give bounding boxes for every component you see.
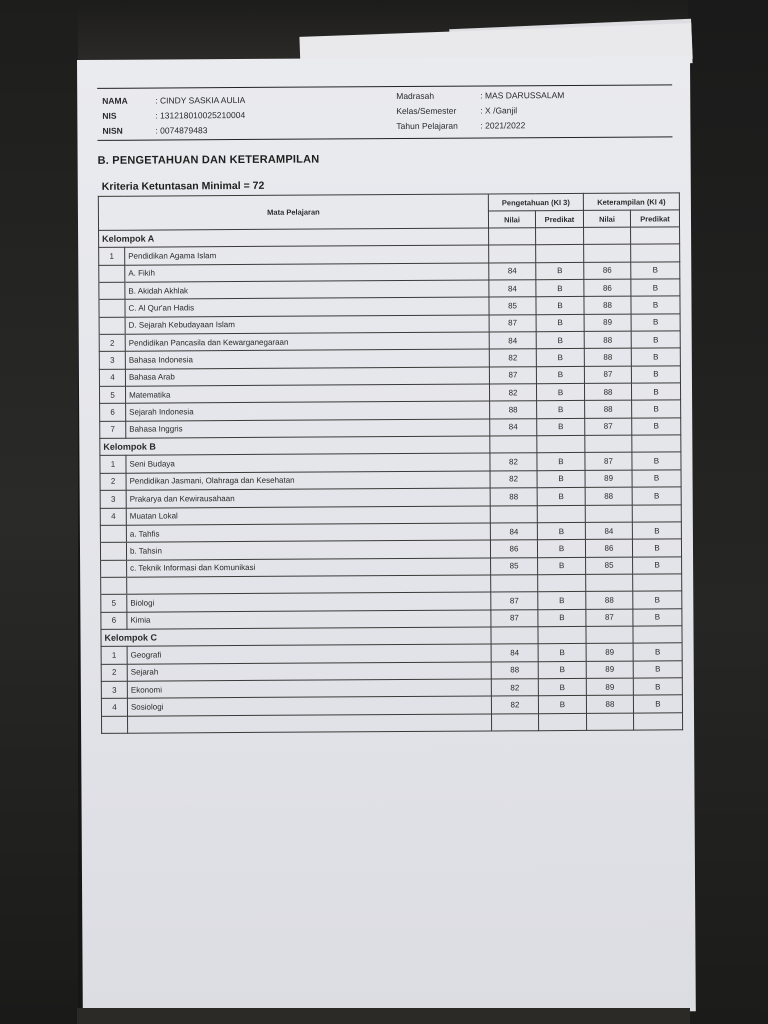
row-number: 2 <box>99 334 125 352</box>
predikat-ki4: B <box>633 591 682 609</box>
nilai-ki3: 87 <box>489 366 536 384</box>
nilai-ki4: 88 <box>584 331 631 349</box>
nilai-ki4: 87 <box>585 418 632 436</box>
subject-name: a. Tahfis <box>126 523 490 543</box>
predikat-ki4 <box>633 712 682 730</box>
header-mata-pelajaran: Mata Pelajaran <box>98 194 488 230</box>
nisn-label: NISN <box>102 125 123 136</box>
row-number: 4 <box>101 698 127 716</box>
kelas-value: : X /Ganjil <box>480 105 518 116</box>
nilai-ki4: 88 <box>584 349 631 367</box>
predikat-ki3: B <box>537 418 585 436</box>
predikat-ki3: B <box>536 383 584 401</box>
subject-name: Sejarah <box>127 662 491 682</box>
subject-name: Seni Budaya <box>126 453 490 473</box>
predikat-ki4: B <box>633 608 682 626</box>
predikat-ki4 <box>632 504 681 522</box>
subject-name: Sosiologi <box>127 696 491 716</box>
empty-cell <box>633 626 682 644</box>
predikat-ki4: B <box>631 296 680 314</box>
nilai-ki3: 82 <box>491 679 538 697</box>
nilai-ki4 <box>585 505 632 523</box>
row-number <box>100 542 126 560</box>
nilai-ki3: 84 <box>489 262 536 280</box>
row-number: 2 <box>101 664 127 682</box>
subject-name: Bahasa Arab <box>125 367 489 387</box>
predikat-ki4: B <box>631 331 680 349</box>
nama-label: NAMA <box>102 95 128 106</box>
header-bottom-rule <box>97 136 672 141</box>
predikat-ki4: B <box>633 643 682 661</box>
nilai-ki4: 87 <box>584 366 631 384</box>
subject-name: Ekonomi <box>127 679 491 699</box>
predikat-ki4: B <box>631 366 680 384</box>
row-number <box>99 300 125 318</box>
subject-name: Sejarah Indonesia <box>126 401 490 421</box>
nilai-ki3: 82 <box>490 453 537 471</box>
nilai-ki4: 89 <box>586 661 633 679</box>
madrasah-value: : MAS DARUSSALAM <box>480 90 565 101</box>
subject-name: b. Tahsin <box>126 540 490 560</box>
grades-table <box>98 192 683 734</box>
predikat-ki3: B <box>537 401 585 419</box>
nilai-ki3 <box>491 575 538 593</box>
nilai-ki4: 88 <box>584 296 631 314</box>
subject-name: A. Fikih <box>125 263 489 283</box>
nilai-ki4: 89 <box>586 678 633 696</box>
table-row <box>102 712 683 733</box>
section-title: B. PENGETAHUAN DAN KETERAMPILAN <box>97 153 320 167</box>
nilai-ki4: 87 <box>586 609 633 627</box>
nilai-ki4 <box>584 244 631 262</box>
nisn-value: : 0074879483 <box>155 125 208 136</box>
report-card-page <box>77 56 696 1015</box>
nilai-ki3: 87 <box>491 609 538 627</box>
predikat-ki3: B <box>538 609 586 627</box>
row-number: 5 <box>99 386 125 404</box>
predikat-ki3: B <box>538 557 586 575</box>
nilai-ki4: 89 <box>586 643 633 661</box>
nilai-ki4: 89 <box>584 314 631 332</box>
nilai-ki4: 89 <box>585 470 632 488</box>
nis-label: NIS <box>102 110 117 121</box>
predikat-ki4: B <box>633 678 682 696</box>
header-nilai-ki4: Nilai <box>583 210 630 227</box>
header-nilai-ki3: Nilai <box>488 211 535 228</box>
row-number: 4 <box>99 369 125 387</box>
predikat-ki3 <box>538 574 586 592</box>
empty-cell <box>632 435 681 453</box>
row-number: 3 <box>101 681 127 699</box>
subject-name: Matematika <box>125 384 489 404</box>
group-name: Kelompok A <box>99 228 489 248</box>
predikat-ki4: B <box>632 539 681 557</box>
nilai-ki4: 86 <box>584 279 631 297</box>
row-number: 5 <box>101 594 127 612</box>
nilai-ki4: 88 <box>586 695 633 713</box>
row-number: 1 <box>100 456 126 474</box>
predikat-ki4: B <box>633 556 682 574</box>
predikat-ki4: B <box>632 452 681 470</box>
subject-name: Kimia <box>127 610 491 630</box>
nis-value: : 131218010025210004 <box>155 109 246 121</box>
predikat-ki3 <box>537 505 585 523</box>
predikat-ki4: B <box>631 262 680 280</box>
row-number: 1 <box>101 646 127 664</box>
nilai-ki4: 88 <box>586 591 633 609</box>
empty-cell <box>585 435 632 453</box>
empty-cell <box>584 227 631 245</box>
nilai-ki3: 87 <box>491 592 538 610</box>
predikat-ki3: B <box>536 349 584 367</box>
predikat-ki3: B <box>538 696 586 714</box>
predikat-ki4: B <box>632 418 681 436</box>
row-number: 6 <box>100 404 126 422</box>
row-number: 3 <box>100 490 126 508</box>
group-name: Kelompok B <box>100 436 490 456</box>
photo-background-left <box>0 0 78 1024</box>
predikat-ki3 <box>536 245 584 263</box>
nilai-ki3 <box>492 713 539 731</box>
predikat-ki3: B <box>538 661 586 679</box>
predikat-ki3: B <box>536 314 584 332</box>
kelas-label: Kelas/Semester <box>396 105 457 117</box>
empty-cell <box>536 227 584 245</box>
row-number <box>102 716 128 734</box>
row-number: 2 <box>100 473 126 491</box>
madrasah-label: Madrasah <box>396 90 435 102</box>
predikat-ki3: B <box>536 297 584 315</box>
grades-table-body <box>99 227 683 734</box>
nilai-ki3 <box>490 505 537 523</box>
subject-name: Geografi <box>127 644 491 664</box>
nilai-ki4: 84 <box>585 522 632 540</box>
predikat-ki3: B <box>536 262 584 280</box>
nilai-ki3: 82 <box>491 696 538 714</box>
nilai-ki4: 88 <box>585 401 632 419</box>
nilai-ki3: 84 <box>490 523 537 541</box>
row-number: 6 <box>101 612 127 630</box>
nilai-ki3: 88 <box>491 661 538 679</box>
subject-name <box>128 714 492 734</box>
predikat-ki4: B <box>631 314 680 332</box>
predikat-ki4 <box>631 244 680 262</box>
empty-cell <box>489 228 536 246</box>
predikat-ki4: B <box>632 470 681 488</box>
header-pengetahuan: Pengetahuan (KI 3) <box>488 193 583 211</box>
predikat-ki3: B <box>536 279 584 297</box>
row-number <box>101 560 127 578</box>
nilai-ki4 <box>586 574 633 592</box>
nilai-ki4: 88 <box>585 487 632 505</box>
predikat-ki4: B <box>631 383 680 401</box>
nilai-ki3: 88 <box>490 401 537 419</box>
subject-name: Biologi <box>127 592 491 612</box>
row-number <box>101 577 127 595</box>
predikat-ki4: B <box>631 348 680 366</box>
empty-cell <box>537 436 585 454</box>
nama-value: : CINDY SASKIA AULIA <box>155 94 246 106</box>
empty-cell <box>631 227 680 245</box>
subject-name: c. Teknik Informasi dan Komunikasi <box>127 558 491 578</box>
nilai-ki3: 84 <box>489 332 536 350</box>
predikat-ki4: B <box>632 400 681 418</box>
nilai-ki3: 85 <box>489 297 536 315</box>
subject-name: Bahasa Indonesia <box>125 349 489 369</box>
predikat-ki4: B <box>631 279 680 297</box>
predikat-ki4: B <box>632 522 681 540</box>
empty-cell <box>538 626 586 644</box>
nilai-ki4: 86 <box>584 262 631 280</box>
subject-name: B. Akidah Akhlak <box>125 280 489 300</box>
predikat-ki3: B <box>537 453 585 471</box>
predikat-ki3: B <box>538 644 586 662</box>
tahun-label: Tahun Pelajaran <box>396 120 458 132</box>
predikat-ki3: B <box>537 522 585 540</box>
nilai-ki4: 86 <box>585 539 632 557</box>
predikat-ki3: B <box>537 488 585 506</box>
predikat-ki3: B <box>536 331 584 349</box>
predikat-ki3: B <box>538 592 586 610</box>
tahun-value: : 2021/2022 <box>480 120 526 131</box>
row-number: 7 <box>100 421 126 439</box>
nilai-ki3: 84 <box>489 280 536 298</box>
subject-name: Pendidikan Jasmani, Olahraga dan Kesehatan <box>126 471 490 491</box>
nilai-ki3: 87 <box>489 314 536 332</box>
nilai-ki3: 85 <box>491 557 538 575</box>
predikat-ki4: B <box>632 487 681 505</box>
row-number: 3 <box>99 352 125 370</box>
subject-name: C. Al Qur'an Hadis <box>125 297 489 317</box>
header-predikat-ki3: Predikat <box>535 210 583 227</box>
subject-name <box>127 575 491 595</box>
predikat-ki3: B <box>537 540 585 558</box>
row-number <box>99 265 125 283</box>
group-name: Kelompok C <box>101 627 491 647</box>
row-number: 4 <box>100 508 126 526</box>
nilai-ki4: 87 <box>585 453 632 471</box>
nilai-ki3 <box>489 245 536 263</box>
nilai-ki3: 86 <box>490 540 537 558</box>
nilai-ki3: 88 <box>490 488 537 506</box>
subject-name: D. Sejarah Kebudayaan Islam <box>125 315 489 335</box>
subject-name: Pendidikan Agama Islam <box>125 245 489 265</box>
header-predikat-ki4: Predikat <box>630 210 679 227</box>
predikat-ki3: B <box>536 366 584 384</box>
empty-cell <box>490 436 537 454</box>
predikat-ki4: B <box>633 695 682 713</box>
predikat-ki3 <box>538 713 586 731</box>
empty-cell <box>491 627 538 645</box>
predikat-ki3: B <box>537 470 585 488</box>
header-top-rule <box>97 84 672 89</box>
empty-cell <box>586 626 633 644</box>
nilai-ki4: 85 <box>586 557 633 575</box>
kkm-label: Kriteria Ketuntasan Minimal = 72 <box>101 179 265 193</box>
nilai-ki3: 82 <box>489 349 536 367</box>
row-number <box>99 317 125 335</box>
nilai-ki3: 82 <box>489 384 536 402</box>
photo-background-bottom <box>77 1008 690 1024</box>
row-number: 1 <box>99 248 125 266</box>
row-number <box>100 525 126 543</box>
nilai-ki3: 82 <box>490 471 537 489</box>
header-keterampilan: Keterampilan (KI 4) <box>583 193 679 211</box>
nilai-ki3: 84 <box>491 644 538 662</box>
photo-background-right <box>688 0 768 1024</box>
nilai-ki4 <box>586 713 633 731</box>
subject-name: Pendidikan Pancasila dan Kewarganegaraan <box>125 332 489 352</box>
predikat-ki3: B <box>538 678 586 696</box>
subject-name: Prakarya dan Kewirausahaan <box>126 488 490 508</box>
nilai-ki4: 88 <box>584 383 631 401</box>
nilai-ki3: 84 <box>490 418 537 436</box>
row-number <box>99 282 125 300</box>
subject-name: Muatan Lokal <box>126 505 490 525</box>
predikat-ki4 <box>633 574 682 592</box>
predikat-ki4: B <box>633 660 682 678</box>
subject-name: Bahasa Inggris <box>126 419 490 439</box>
